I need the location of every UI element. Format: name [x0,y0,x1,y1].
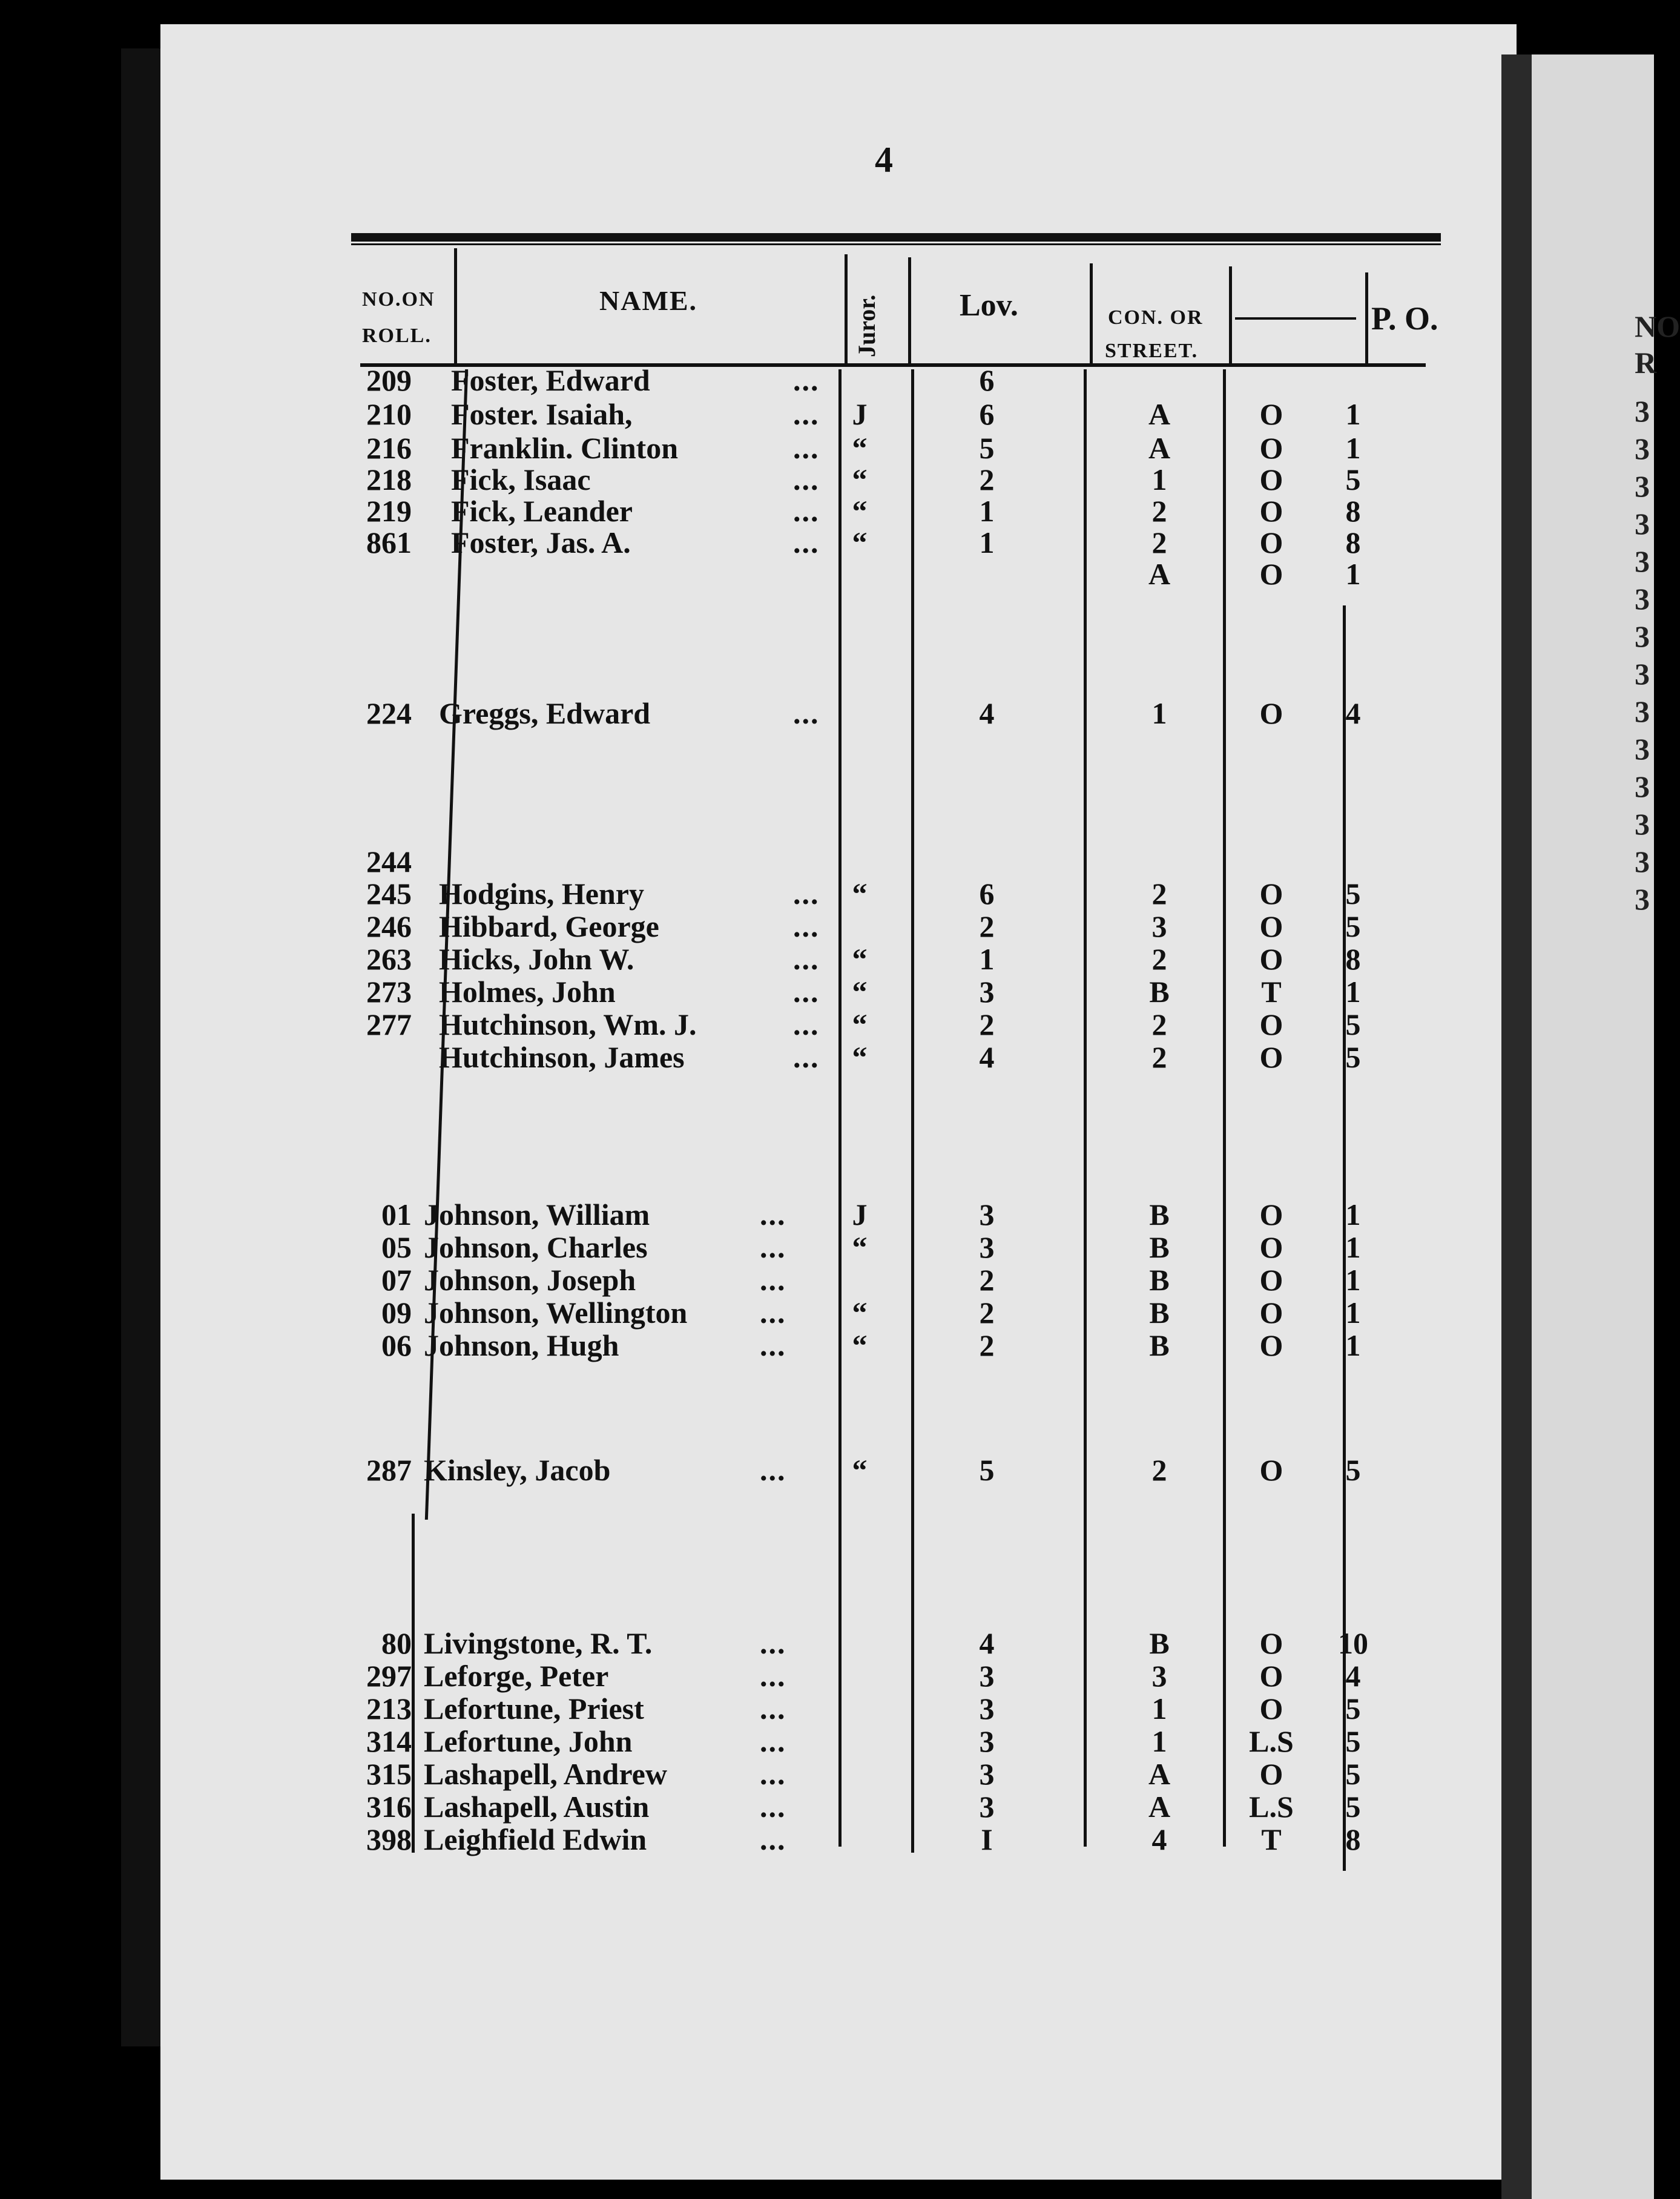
page-number: 4 [875,140,893,180]
cell-juror: J [852,1198,868,1231]
cell-lov: 4 [979,1626,995,1660]
cell-dots: ... [760,1822,786,1856]
header-juror: Juror. [853,294,880,357]
cell-po: 10 [1338,1626,1368,1660]
table-row [0,1724,1453,1758]
cell-po: 5 [1345,877,1361,911]
cell-po: 5 [1345,909,1361,943]
table-row [0,1230,1453,1264]
next-page-digit: 3 [1635,469,1650,503]
cell-no: 273 [366,975,412,1009]
cell-po: 4 [1345,696,1361,730]
cell-name: Holmes, John [439,975,616,1009]
table-row [0,845,1453,879]
cell-con: 1 [1151,1724,1167,1758]
table-row [0,1040,1453,1074]
cell-col6: L.S [1249,1724,1294,1758]
cell-lov: 4 [979,696,995,730]
table-row [0,494,1453,528]
cell-no: 06 [381,1328,412,1362]
table-row [0,1328,1453,1362]
cell-name: Johnson, Charles [424,1230,648,1264]
cell-name: Lashapell, Andrew [424,1757,667,1791]
cell-con: 2 [1151,877,1167,911]
cell-no: 219 [366,494,412,528]
cell-lov: 2 [979,1007,995,1041]
cell-lov: 4 [979,1040,995,1074]
cell-col6: O [1259,942,1283,976]
cell-lov: 2 [979,909,995,943]
cell-col6: O [1259,1263,1283,1297]
cell-po: 5 [1345,1692,1361,1726]
cell-no: 216 [366,431,412,465]
cell-con: 3 [1151,909,1167,943]
cell-juror: “ [852,1230,868,1264]
cell-name: Hibbard, George [439,909,659,943]
cell-col6: O [1259,1692,1283,1726]
cell-lov: 6 [979,397,995,431]
cell-lov: 3 [979,1724,995,1758]
cell-col6: O [1259,696,1283,730]
header-divider-2 [845,254,848,363]
cell-po: 5 [1345,1040,1361,1074]
cell-lov: 2 [979,1328,995,1362]
cell-no: 218 [366,463,412,496]
cell-name: Fick, Leander [451,494,633,528]
cell-juror: “ [852,494,868,528]
table-row [0,1626,1453,1660]
header-name: NAME. [599,285,698,316]
cell-no: 314 [366,1724,412,1758]
cell-lov: 5 [979,1453,995,1487]
cell-name: Hodgins, Henry [439,877,644,911]
cell-dots: ... [793,909,820,943]
cell-lov: 6 [979,363,995,397]
cell-con: B [1149,1198,1170,1231]
cell-juror: “ [852,877,868,911]
cell-dots: ... [793,877,820,911]
table-row [0,431,1453,465]
cell-dots: ... [760,1198,786,1231]
cell-con: 3 [1151,1659,1167,1693]
cell-dots: ... [793,1007,820,1041]
cell-lov: 1 [979,494,995,528]
cell-no: 80 [381,1626,412,1660]
cell-lov: 3 [979,1757,995,1791]
cell-con: 2 [1151,1040,1167,1074]
top-rule-thin [351,243,1441,245]
cell-name: Foster, Edward [451,363,650,397]
next-page-digit: 3 [1635,394,1650,428]
cell-juror: J [852,397,868,431]
cell-lov: 3 [979,1659,995,1693]
cell-col6: O [1259,557,1283,591]
table-row [0,1453,1453,1487]
next-page-header-1: NO [1635,309,1680,343]
next-page-digit: 3 [1635,657,1650,691]
cell-con: B [1149,1296,1170,1330]
cell-no: 277 [366,1007,412,1041]
cell-po: 5 [1345,1007,1361,1041]
cell-col6: O [1259,463,1283,496]
cell-no: 315 [366,1757,412,1791]
cell-po: 1 [1345,1328,1361,1362]
cell-po: 8 [1345,942,1361,976]
header-divider-1 [454,248,457,363]
cell-no: 05 [381,1230,412,1264]
cell-col6: O [1259,1230,1283,1264]
cell-dots: ... [760,1757,786,1791]
cell-dots: ... [760,1692,786,1726]
cell-name: Leighfield Edwin [424,1822,647,1856]
next-page-fragment [1532,54,1680,2199]
cell-name: Hutchinson, Wm. J. [439,1007,697,1041]
cell-dots: ... [793,696,820,730]
cell-lov: 3 [979,1692,995,1726]
cell-name: Franklin. Clinton [451,431,679,465]
cell-no: 316 [366,1790,412,1824]
header-divider-6 [1365,272,1368,363]
cell-po: 5 [1345,1453,1361,1487]
header-lov: Lov. [960,288,1018,323]
cell-po: 1 [1345,975,1361,1009]
cell-juror: “ [852,1007,868,1041]
cell-dots: ... [793,363,820,397]
cell-name: Fick, Isaac [451,463,591,496]
book-spine [1501,54,1532,2199]
cell-col6: O [1259,1757,1283,1791]
next-page-header-2: R [1635,346,1657,380]
cell-no: 09 [381,1296,412,1330]
table-row [0,1822,1453,1856]
header-divider-4 [1090,263,1093,363]
cell-no: 07 [381,1263,412,1297]
cell-col6: O [1259,877,1283,911]
cell-juror: “ [852,1328,868,1362]
header-street: STREET. [1105,340,1199,362]
table-row [0,363,1453,397]
cell-col6: O [1259,1626,1283,1660]
cell-lov: 2 [979,463,995,496]
cell-juror: “ [852,463,868,496]
cell-po: 1 [1345,431,1361,465]
table-row [0,1263,1453,1297]
cell-col6: O [1259,1040,1283,1074]
cell-con: 2 [1151,942,1167,976]
cell-col6: O [1259,1296,1283,1330]
cell-po: 5 [1345,463,1361,496]
cell-dots: ... [793,397,820,431]
cell-juror: “ [852,942,868,976]
cell-col6: O [1259,526,1283,559]
cell-po: 8 [1345,526,1361,559]
next-page-digit: 3 [1635,507,1650,541]
cell-lov: 3 [979,1198,995,1231]
next-page-digit: 3 [1635,544,1650,578]
cell-col6: T [1261,1822,1282,1856]
cell-no: 297 [366,1659,412,1693]
cell-name: Lefortune, Priest [424,1692,644,1726]
column-line-con [1084,369,1087,1847]
next-page-digit: 3 [1635,882,1650,916]
cell-dots: ... [760,1328,786,1362]
cell-col6: O [1259,494,1283,528]
cell-dots: ... [760,1230,786,1264]
table-row [0,1790,1453,1824]
cell-col6: O [1259,1198,1283,1231]
cell-con: B [1149,975,1170,1009]
header-divider-5 [1229,266,1232,363]
table-row [0,1659,1453,1693]
cell-juror: “ [852,431,868,465]
cell-dots: ... [760,1626,786,1660]
cell-juror: “ [852,1453,868,1487]
cell-juror: “ [852,526,868,559]
cell-con: B [1149,1328,1170,1362]
cell-po: 1 [1345,397,1361,431]
cell-col6: O [1259,397,1283,431]
header-no-on: NO.ON [362,288,435,311]
cell-lov: 6 [979,877,995,911]
cell-lov: 2 [979,1263,995,1297]
cell-dots: ... [793,494,820,528]
next-page-digit: 3 [1635,619,1650,653]
cell-name: Foster, Jas. A. [451,526,631,559]
cell-name: Kinsley, Jacob [424,1453,611,1487]
next-page-digit: 3 [1635,807,1650,841]
table-row [0,463,1453,496]
cell-col6: O [1259,1007,1283,1041]
next-page-digit: 3 [1635,432,1650,466]
cell-con: B [1149,1230,1170,1264]
column-line-juror [838,369,842,1847]
cell-dots: ... [793,431,820,465]
table-row [0,1198,1453,1231]
next-page-digit: 3 [1635,770,1650,803]
cell-lov: 1 [979,526,995,559]
cell-col6: L.S [1249,1790,1294,1824]
cell-dots: ... [760,1453,786,1487]
cell-dots: ... [793,526,820,559]
header-roll: ROLL. [362,325,432,347]
cell-dots: ... [760,1263,786,1297]
cell-name: Hicks, John W. [439,942,634,976]
cell-dots: ... [793,942,820,976]
table-row [0,877,1453,911]
cell-name: Livingstone, R. T. [424,1626,653,1660]
table-row [0,975,1453,1009]
cell-no: 287 [366,1453,412,1487]
table-row [0,696,1453,730]
table-row [0,1296,1453,1330]
cell-name: Leforge, Peter [424,1659,609,1693]
cell-con: 1 [1151,463,1167,496]
cell-lov: 3 [979,1230,995,1264]
next-page-digit: 3 [1635,845,1650,879]
cell-lov: 1 [979,942,995,976]
cell-name: Lashapell, Austin [424,1790,650,1824]
table-row [0,909,1453,943]
cell-po: 1 [1345,1230,1361,1264]
cell-juror: “ [852,975,868,1009]
cell-po: 5 [1345,1790,1361,1824]
cell-con: 2 [1151,1007,1167,1041]
cell-no: 245 [366,877,412,911]
cell-po: 5 [1345,1724,1361,1758]
cell-name: Lefortune, John [424,1724,633,1758]
cell-no: 210 [366,397,412,431]
cell-no: 398 [366,1822,412,1856]
cell-dots: ... [793,1040,820,1074]
cell-dots: ... [760,1790,786,1824]
cell-no: 244 [366,845,412,879]
cell-name: Hutchinson, James [439,1040,685,1074]
cell-dots: ... [760,1659,786,1693]
cell-dots: ... [760,1296,786,1330]
cell-lov: I [981,1822,993,1856]
cell-no: 246 [366,909,412,943]
table-row [0,942,1453,976]
cell-con: 4 [1151,1822,1167,1856]
cell-lov: 3 [979,1790,995,1824]
cell-dots: ... [793,975,820,1009]
cell-name: Greggs, Edward [439,696,651,730]
cell-no: 224 [366,696,412,730]
cell-col6: O [1259,909,1283,943]
cell-no: 263 [366,942,412,976]
header-divider-3 [908,257,911,363]
cell-col6: O [1259,1328,1283,1362]
cell-col6: O [1259,431,1283,465]
table-row [0,526,1453,559]
cell-name: Johnson, Wellington [424,1296,688,1330]
cell-po: 1 [1345,557,1361,591]
cell-lov: 2 [979,1296,995,1330]
cell-col6: O [1259,1659,1283,1693]
cell-no: 209 [366,363,412,397]
cell-con: A [1148,397,1171,431]
cell-con: A [1148,1757,1171,1791]
cell-juror: “ [852,1040,868,1074]
next-page-digit: 3 [1635,582,1650,616]
table-row [0,557,1453,591]
next-page-digit: 3 [1635,694,1650,728]
column-line-blank [1223,369,1226,1847]
cell-lov: 5 [979,431,995,465]
cell-con: 2 [1151,1453,1167,1487]
cell-con: B [1149,1626,1170,1660]
cell-po: 1 [1345,1296,1361,1330]
cell-con: A [1148,431,1171,465]
cell-con: B [1149,1263,1170,1297]
top-rule [351,233,1441,242]
cell-con: 1 [1151,696,1167,730]
table-row [0,1007,1453,1041]
cell-no: 861 [366,526,412,559]
cell-name: Johnson, Joseph [424,1263,636,1297]
header-blank-column-dash [1235,317,1356,320]
cell-name: Foster. Isaiah, [451,397,633,431]
cell-no: 01 [381,1198,412,1231]
header-con-or: CON. OR [1108,306,1204,329]
table-row [0,397,1453,431]
cell-juror: “ [852,1296,868,1330]
next-page-digit: 3 [1635,732,1650,766]
cell-po: 5 [1345,1757,1361,1791]
cell-con: A [1148,557,1171,591]
cell-con: 2 [1151,526,1167,559]
cell-con: 1 [1151,1692,1167,1726]
table-row [0,1692,1453,1726]
cell-no: 213 [366,1692,412,1726]
cell-name: Johnson, William [424,1198,650,1231]
cell-po: 8 [1345,1822,1361,1856]
cell-po: 4 [1345,1659,1361,1693]
header-po: P. O. [1371,300,1438,337]
cell-name: Johnson, Hugh [424,1328,619,1362]
cell-dots: ... [760,1724,786,1758]
table-row [0,1757,1453,1791]
cell-lov: 3 [979,975,995,1009]
cell-col6: T [1261,975,1282,1009]
cell-po: 8 [1345,494,1361,528]
cell-po: 1 [1345,1198,1361,1231]
cell-con: A [1148,1790,1171,1824]
cell-dots: ... [793,463,820,496]
cell-col6: O [1259,1453,1283,1487]
cell-con: 2 [1151,494,1167,528]
cell-po: 1 [1345,1263,1361,1297]
